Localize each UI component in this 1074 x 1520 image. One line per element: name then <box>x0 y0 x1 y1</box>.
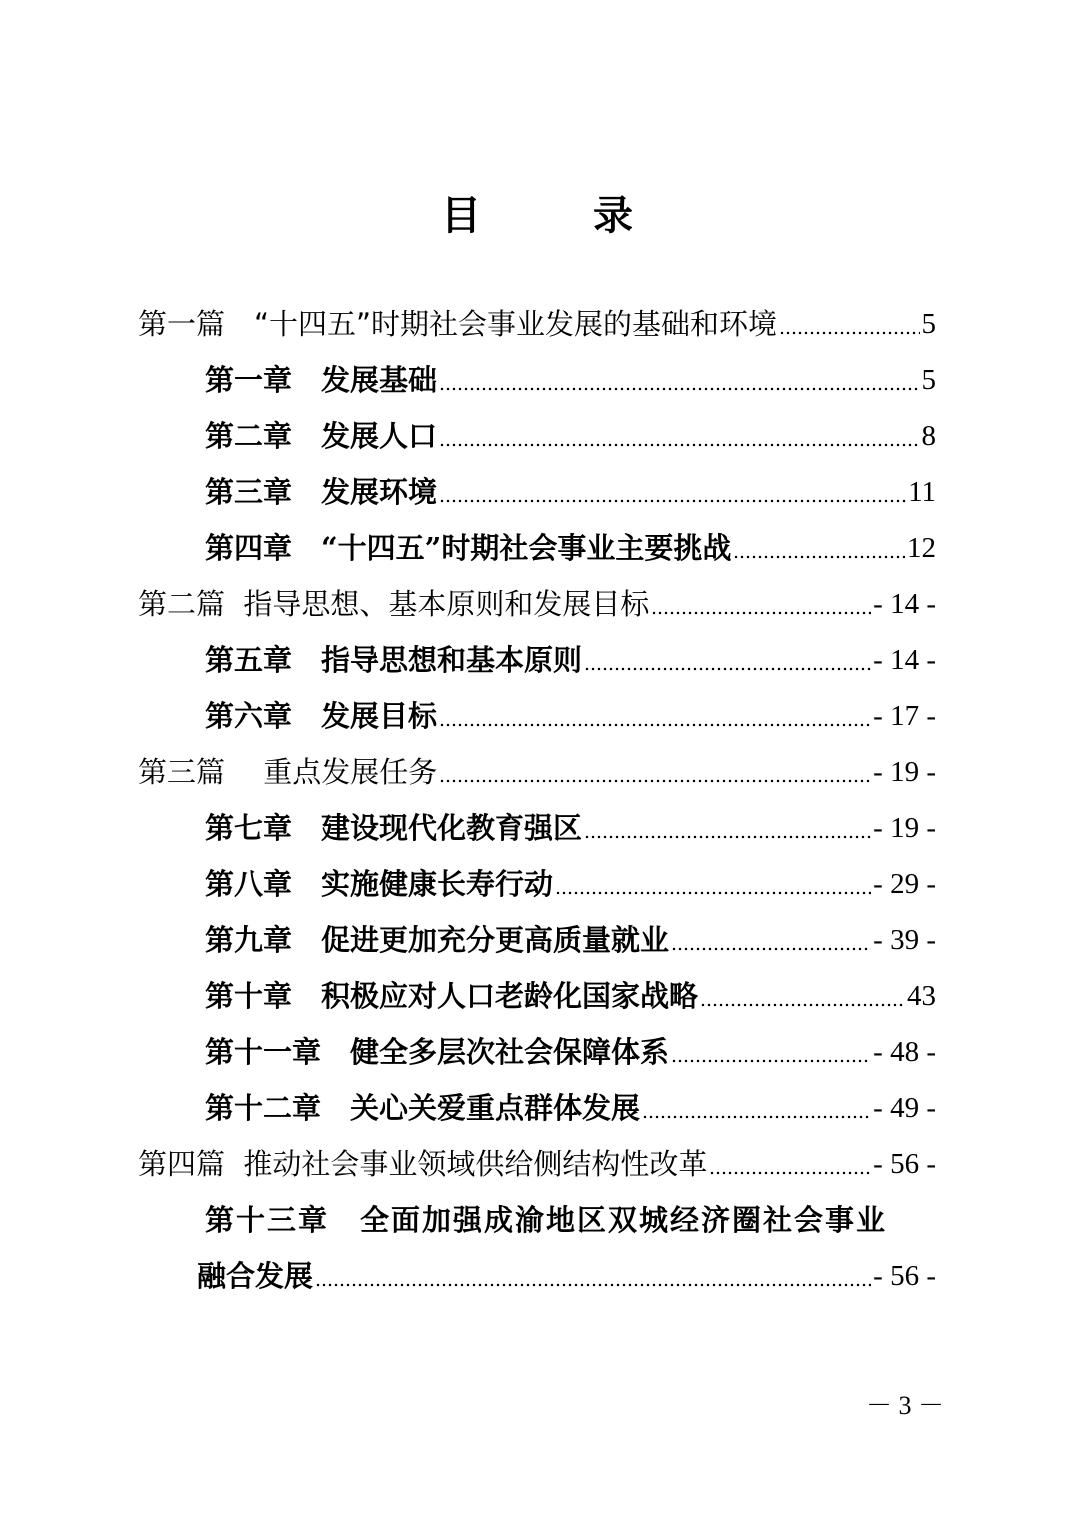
toc-entry-label: 第三章 发展环境 <box>205 475 438 509</box>
toc-entry-chapter-4[interactable] <box>205 526 936 570</box>
toc-entry-label: 第一章 发展基础 <box>205 363 438 397</box>
toc-entry-chapter-8[interactable] <box>205 862 936 906</box>
toc-entry-page: 5 <box>921 308 936 340</box>
toc-entry-chapter-1[interactable] <box>205 358 936 402</box>
toc-entry-chapter-5[interactable] <box>205 638 936 682</box>
dot-leader <box>671 947 871 951</box>
toc-entry-page: 43 <box>907 980 936 1012</box>
toc-entry-label: 第六章 发展目标 <box>205 699 438 733</box>
dot-leader <box>439 499 906 503</box>
dot-leader <box>700 1003 905 1007</box>
dot-leader <box>584 667 871 671</box>
toc-entry-chapter-9[interactable] <box>205 918 936 962</box>
dot-leader <box>439 443 919 447</box>
toc-entry-page: 8 <box>921 420 936 452</box>
dot-leader <box>315 1283 871 1287</box>
toc-entry-label: 融合发展 <box>197 1259 314 1293</box>
dot-leader <box>584 835 871 839</box>
toc-entry-label: 第四篇 推动社会事业领域供给侧结构性改革 <box>138 1147 708 1181</box>
toc-entry-page: - 49 - <box>873 1092 936 1124</box>
dot-leader <box>439 779 871 783</box>
dot-leader <box>642 1115 871 1119</box>
toc-entry-chapter-12[interactable] <box>205 1086 936 1130</box>
dot-leader <box>651 611 871 615</box>
toc-entry-label: 第八章 实施健康长寿行动 <box>205 867 554 901</box>
dot-leader <box>733 555 905 559</box>
toc-entry-label: 第一篇 “十四五”时期社会事业发展的基础和环境 <box>138 307 778 341</box>
toc-entry-part-1[interactable] <box>138 302 936 346</box>
toc-title: 目 录 <box>441 192 669 239</box>
toc-entry-label: 第七章 建设现代化教育强区 <box>205 811 583 845</box>
toc-entry-chapter-2[interactable] <box>205 414 936 458</box>
toc-entry-page: - 19 - <box>873 812 936 844</box>
toc-entry-label: 第五章 指导思想和基本原则 <box>205 643 583 677</box>
toc-entry-page: 11 <box>908 476 936 508</box>
dot-leader <box>779 331 919 335</box>
toc-entry-label: 第十章 积极应对人口老龄化国家战略 <box>205 979 699 1013</box>
toc-entry-chapter-7[interactable] <box>205 806 936 850</box>
toc-entry-label: 第十一章 健全多层次社会保障体系 <box>205 1035 670 1069</box>
toc-entry-page: - 19 - <box>873 756 936 788</box>
dot-leader <box>709 1171 871 1175</box>
toc-entry-label: 第二章 发展人口 <box>205 419 438 453</box>
toc-entry-label: 第九章 促进更加充分更高质量就业 <box>205 923 670 957</box>
toc-entry-page: - 39 - <box>873 924 936 956</box>
dot-leader <box>555 891 871 895</box>
dot-leader <box>439 387 919 391</box>
toc-entry-part-3[interactable] <box>138 750 936 794</box>
toc-entry-page: - 48 - <box>873 1036 936 1068</box>
dot-leader <box>671 1059 871 1063</box>
toc-entry-chapter-11[interactable] <box>205 1030 936 1074</box>
toc-entry-page: 12 <box>907 532 936 564</box>
toc-entry-part-2[interactable] <box>138 582 936 626</box>
toc-entry-chapter-6[interactable] <box>205 694 936 738</box>
toc-entry-label: 第三篇 重点发展任务 <box>138 755 438 789</box>
toc-entry-label: 第四章 “十四五”时期社会事业主要挑战 <box>205 531 732 565</box>
toc-entry-chapter-13-line-2[interactable] <box>197 1254 936 1298</box>
toc-entry-label: 第十二章 关心关爱重点群体发展 <box>205 1091 641 1125</box>
toc-entry-page: - 29 - <box>873 868 936 900</box>
toc-entry-chapter-3[interactable] <box>205 470 936 514</box>
toc-entry-chapter-10[interactable] <box>205 974 936 1018</box>
page-number: － 3 － <box>865 1391 944 1420</box>
toc-entry-page: - 56 - <box>873 1260 936 1292</box>
toc-entry-page: - 14 - <box>873 644 936 676</box>
dot-leader <box>439 723 871 727</box>
toc-entry-label: 第二篇 指导思想、基本原则和发展目标 <box>138 587 650 621</box>
toc-entry-page: - 17 - <box>873 700 936 732</box>
toc-entry-part-4[interactable] <box>138 1142 936 1186</box>
toc-entry-chapter-13-line-1[interactable]: 第十三章 全面加强成渝地区双城经济圈社会事业 <box>205 1203 888 1237</box>
toc-entry-page: - 14 - <box>873 588 936 620</box>
toc-entry-page: 5 <box>921 364 936 396</box>
toc-entry-page: - 56 - <box>873 1148 936 1180</box>
